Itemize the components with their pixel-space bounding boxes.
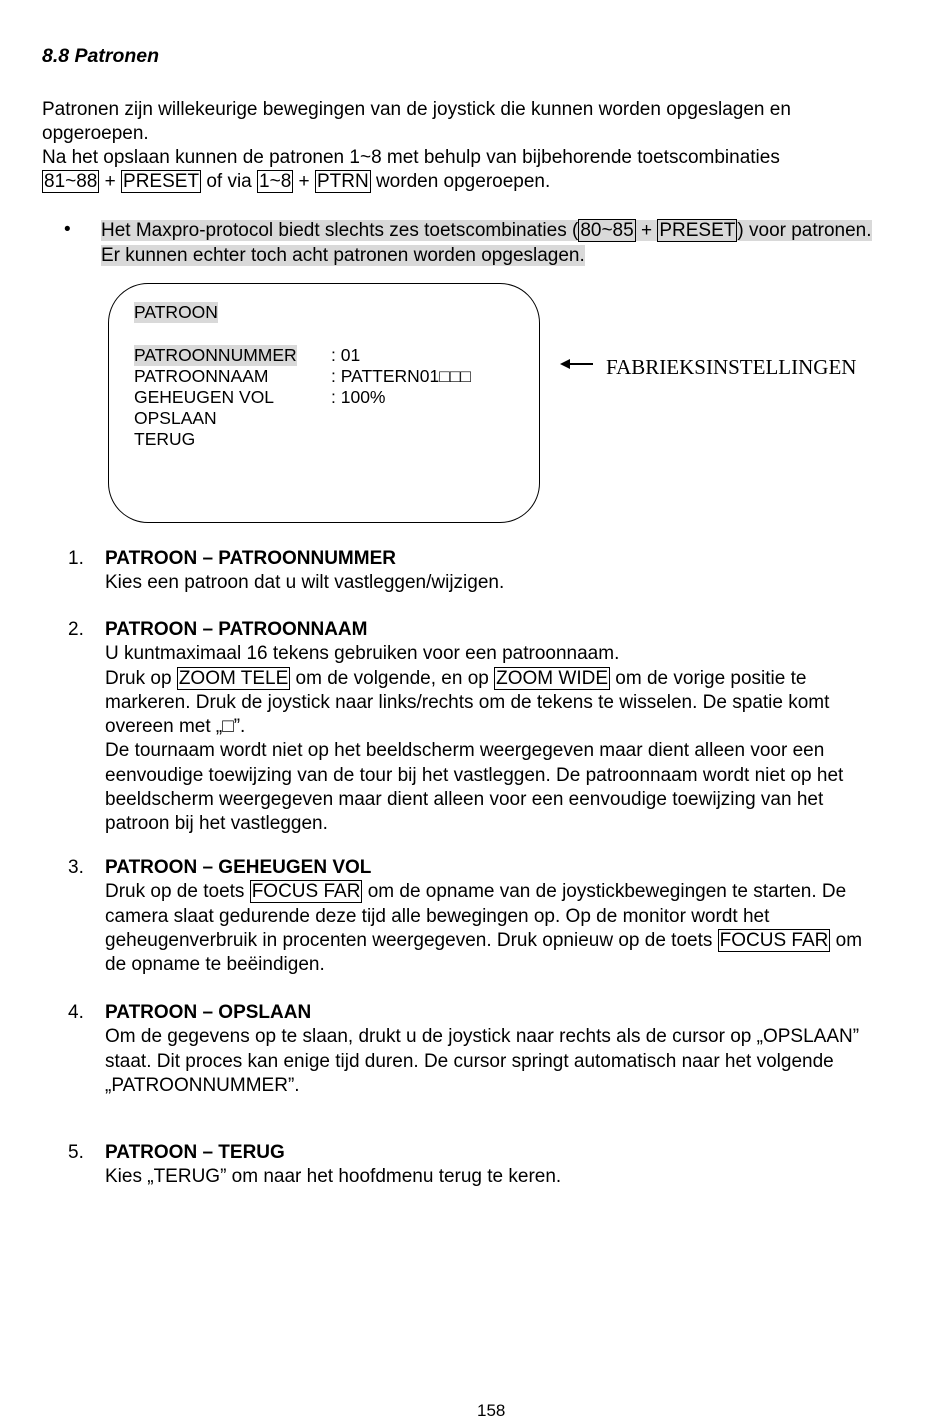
item-number: 5. [68,1142,84,1163]
menu-item-geheugen-vol: GEHEUGEN VOL [134,387,275,407]
key-81-88: 81~88 [44,171,98,192]
item-line: Om de gegevens op te slaan, drukt u de joystick naar rechts als de cursor op „OPSLAAN” [105,1026,860,1048]
intro-paragraph [42,98,912,194]
item-number: 3. [68,857,84,878]
menu-item-patroonnummer: PATROONNUMMER [134,345,297,365]
item-number: 2. [68,619,84,640]
bullet-note [101,218,931,268]
item-number: 4. [68,1002,84,1023]
intro-line: Na het opslaan kunnen de patronen 1~8 met behulp van bijbehorende toetscombinaties [42,147,780,168]
text-fragment: worden opgeroepen. [370,171,551,192]
text-fragment: om [830,929,863,951]
key-80-85: 80~85 [580,220,634,241]
arrow-left-icon [560,357,594,371]
key-preset: PRESET [123,171,200,192]
text-fragment: om de opname van de joystickbewegingen te starten. De [362,881,847,903]
intro-line [42,170,912,194]
highlighted-text: Er kunnen echter toch acht patronen worden opgeslagen. [101,245,585,266]
item-line: patroon bij het vastleggen. [105,813,328,835]
item-line: overeen met „□”. [105,716,246,738]
item-line [105,929,925,953]
highlighted-text: Het Maxpro-protocol biedt slechts zes toetscombinaties ( [101,220,579,241]
menu-item-terug: TERUG [134,429,196,449]
item-number: 1. [68,548,84,569]
item-line: markeren. Druk de joystick naar links/rechts om de tekens te wisselen. De spatie komt [105,691,830,713]
highlighted-text: + [635,220,658,241]
page-number: 158 [477,1401,506,1420]
text-fragment: geheugenverbruik in procenten weergegeven. Druk opnieuw op de toets [105,929,718,951]
item-line: de opname te beëindigen. [105,954,325,976]
menu-item-patroonnaam: PATROONNAAM [134,366,269,386]
text-fragment: om de vorige positie te [610,667,807,689]
intro-line: Patronen zijn willekeurige bewegingen van de joystick die kunnen worden opgeslagen en [42,99,791,120]
key-zoom-wide: ZOOM WIDE [496,667,609,689]
item-line [105,880,925,904]
text-fragment: Druk op de toets [105,881,250,903]
intro-line: opgeroepen. [42,123,149,144]
item-title: PATROON – OPSLAAN [105,1002,312,1023]
item-line: Kies „TERUG” om naar het hoofdmenu terug te keren. [105,1166,562,1188]
menu-item-opslaan: OPSLAAN [134,408,217,428]
text-fragment: om de volgende, en op [290,667,495,689]
bullet-dot: • [64,219,71,240]
menu-title: PATROON [134,302,218,322]
item-line: eenvoudige toewijzing van de tour bij het vastleggen. De patroonnaam wordt niet op het [105,764,844,786]
highlighted-text: ) voor patronen. [737,220,872,241]
item-title: PATROON – TERUG [105,1142,285,1163]
key-zoom-tele: ZOOM TELE [178,667,289,689]
item-line: „PATROONNUMMER”. [105,1074,300,1096]
item-title: PATROON – GEHEUGEN VOL [105,857,372,878]
key-focus-far: FOCUS FAR [251,881,361,903]
factory-settings-label: FABRIEKSINSTELLINGEN [606,355,857,379]
item-line: De tournaam wordt niet op het beeldscherm weergegeven maar dient alleen voor een [105,740,825,762]
item-line: staat. Dit proces kan enige tijd duren. De cursor springt automatisch naar het volgende [105,1050,834,1072]
item-line [105,667,925,691]
osd-menu-box [108,283,540,523]
menu-value-patroonnummer: : 01 [331,345,361,365]
menu-value-geheugen-vol: : 100% [331,387,386,407]
item-line: U kuntmaximaal 16 tekens gebruiken voor een patroonnaam. [105,643,620,665]
text-fragment: Druk op [105,667,177,689]
key-preset: PRESET [659,220,736,241]
item-line: Kies een patroon dat u wilt vastleggen/wijzigen. [105,572,505,594]
text-fragment: + [293,171,315,192]
item-line: camera slaat gedurende deze tijd alle bewegingen op. Op de monitor wordt het [105,905,770,927]
section-heading: 8.8 Patronen [42,45,160,67]
key-ptrn: PTRN [316,171,369,192]
key-1-8: 1~8 [259,171,292,192]
menu-value-patroonnaam: : PATTERN01□□□ [331,366,471,386]
text-fragment: of via [201,171,258,192]
item-line: beeldscherm weergegeven maar dient alleen voor een eenvoudige toewijzing van het [105,789,824,811]
key-focus-far: FOCUS FAR [719,929,829,951]
item-title: PATROON – PATROONNAAM [105,619,368,640]
text-fragment: + [99,171,122,192]
item-title: PATROON – PATROONNUMMER [105,548,396,569]
